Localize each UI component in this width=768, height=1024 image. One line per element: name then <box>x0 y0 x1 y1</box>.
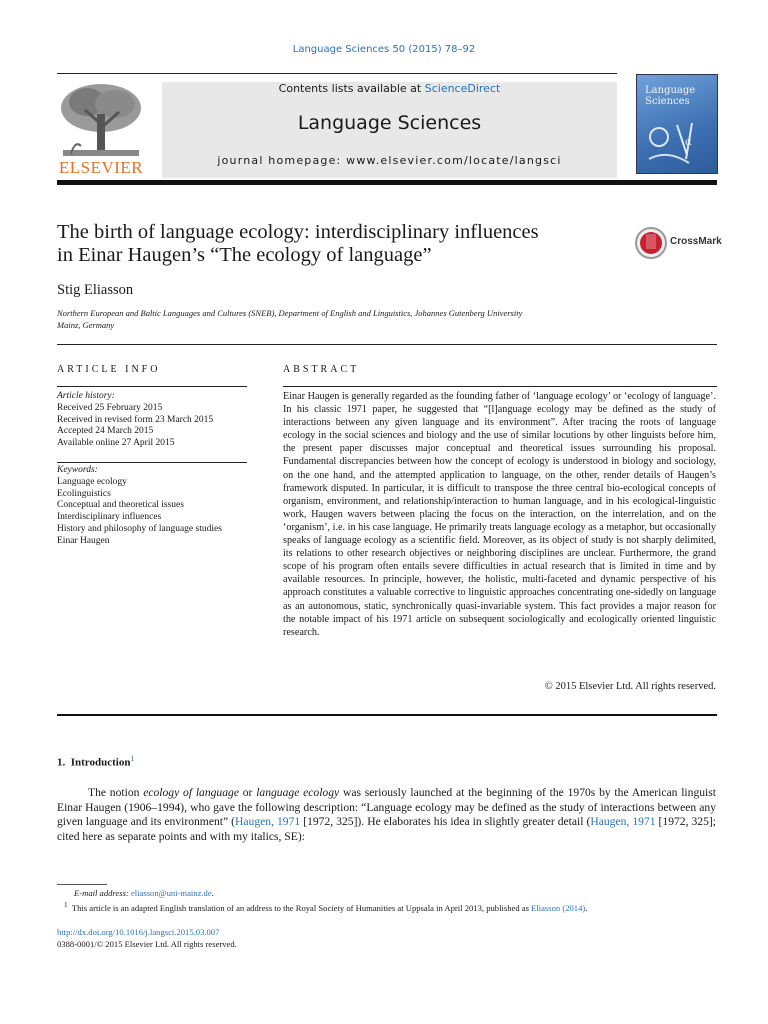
abstract-end-rule <box>57 714 717 716</box>
article-history <box>57 391 257 450</box>
title-line-1: The birth of language ecology: interdisciplinary influences <box>57 221 539 243</box>
author-affiliation <box>57 307 617 331</box>
email-link[interactable]: eliasson@uni-mainz.de <box>130 888 212 898</box>
section-number: 1. <box>57 756 66 769</box>
journal-reference[interactable]: Language Sciences 50 (2015) 78–92 <box>292 44 476 55</box>
contents-availability <box>162 82 617 95</box>
svg-text:α: α <box>685 137 692 148</box>
issn-copyright: 0388-0001/© 2015 Elsevier Ltd. All rights reserved. <box>57 939 237 949</box>
journal-homepage[interactable]: journal homepage: www.elsevier.com/locate/langsci <box>217 154 562 167</box>
article-info-rule <box>57 386 247 387</box>
keyword-item: Interdisciplinary influences <box>57 512 162 523</box>
footnote-email <box>74 888 214 898</box>
keyword-item: Conceptual and theoretical issues <box>57 500 184 511</box>
citation-link[interactable]: Eliasson (2014) <box>531 902 586 913</box>
keywords-list <box>57 465 267 548</box>
article-info-heading: ARTICLE INFO <box>57 364 161 375</box>
footnote-mark: 1 <box>64 901 68 909</box>
elsevier-wordmark: ELSEVIER <box>58 158 144 177</box>
elsevier-logo <box>57 80 145 176</box>
header-rule-bottom <box>57 180 717 185</box>
history-online: Available online 27 April 2015 <box>57 438 175 449</box>
section-heading-introduction <box>57 754 134 769</box>
emphasis-term: language ecology <box>256 786 340 799</box>
emphasis-term: ecology of language <box>143 786 239 799</box>
text-run: . <box>585 902 588 913</box>
doi-link[interactable]: http://dx.doi.org/10.1016/j.langsci.2015.03.007 <box>57 927 220 937</box>
footnote-text: This article is an adapted English translation of an address to the Royal Society of Humanities at Uppsala in April 2013, published as <box>71 902 532 913</box>
affiliation-line-1: Northern European and Baltic Languages and Cultures (SNEB), Department of English and Linguistics, Johannes Gutenberg University <box>57 308 523 318</box>
history-accepted: Accepted 24 March 2015 <box>57 426 154 437</box>
text-run: The notion <box>88 786 144 799</box>
cover-art-icon <box>637 115 717 173</box>
footnote-1 <box>64 901 724 913</box>
keywords-rule <box>57 462 247 463</box>
sciencedirect-link[interactable]: ScienceDirect <box>424 82 501 95</box>
keyword-item: Einar Haugen <box>57 535 110 546</box>
journal-name: Language Sciences <box>297 112 482 134</box>
keyword-item: Ecolinguistics <box>57 488 111 499</box>
intro-paragraph <box>57 786 716 844</box>
crossmark-badge[interactable] <box>634 226 724 260</box>
title-line-2: in Einar Haugen’s “The ecology of language” <box>57 244 432 266</box>
citation-link[interactable]: Haugen, 1971 <box>590 815 656 829</box>
contents-prefix: Contents lists available at <box>278 82 425 95</box>
history-received: Received 25 February 2015 <box>57 402 163 413</box>
footnote-rule <box>57 884 107 885</box>
journal-cover-thumbnail[interactable] <box>636 74 718 174</box>
history-revised: Received in revised form 23 March 2015 <box>57 414 214 425</box>
text-run: [1972, 325]). He elaborates his idea in slightly greater detail ( <box>300 815 591 829</box>
section-rule <box>57 344 717 345</box>
affiliation-line-2: Mainz, Germany <box>57 320 115 330</box>
keywords-label: Keywords: <box>57 465 98 475</box>
abstract-text: Einar Haugen is generally regarded as the founding father of ‘language ecology’ or ‘ecology of language’. In his classic 1971 paper, he suggested that “[l]anguage ecology may be defined as the study of interactions between any given language and its environment”. After tracing the roots of language ecology in the social sciences and biology and the use of similar locutions by other linguists before him, the present paper discusses major conceptual and theoretical issues surrounding his proposal. Fundamental discrepancies between how the concept of ecology is understood in biology and sociology, on the one hand, and the attempted application to language, on the other, render details of Haugen’s framework disputed. In particular, it is difficult to transpose the three central bio-ecological concepts of organism, environment, and relationship/interaction to human language, and in his ecological-linguistic work, Haugen wavers between placing the focus on the interaction, on the interrelation, and on the ‘organism’, i.e. in his case language. He primarily treats language ecology as a metaphor, but occasionally speaks of language ecology as a scientific field. Moreover, as its object of study is not sharply delimited, its relations to other research objectives or neighboring disciplines are unclear. Furthermore, the grand scope of his program often entails severe difficulties in actual research that is limited in time and by available resources. In principle, however, the holistic, multi-faceted and dynamic perspective of his approach constitutes a valuable corrective to linguistic approaches concentrating one-sidedly on language as an autonomous, static, synchronically quasi-invariable system. This fact provides a major reason for the notable impact of his 1971 article on subsequent sociologically and ecologically oriented linguistic research. <box>283 391 716 638</box>
header-rule-top <box>57 73 617 74</box>
footnote-ref-1[interactable]: 1 <box>130 754 135 763</box>
crossmark-icon <box>634 226 668 260</box>
email-label: E-mail address: <box>74 888 131 898</box>
article-title <box>57 221 617 267</box>
abstract-rule <box>283 386 717 387</box>
journal-masthead <box>162 82 617 178</box>
abstract-heading: ABSTRACT <box>283 364 360 375</box>
section-title: Introduction <box>70 756 131 769</box>
author-name: Stig Eliasson <box>57 282 134 298</box>
crossmark-label: CrossMark <box>670 236 722 247</box>
text-run: . <box>211 888 214 898</box>
cover-title: Language Sciences <box>645 85 696 107</box>
citation-link[interactable]: Haugen, 1971 <box>235 815 301 829</box>
text-run: [1972, 325]; cited here as separate points and with my italics, SE): <box>57 815 716 843</box>
text-run: or <box>238 786 257 799</box>
keyword-item: History and philosophy of language studies <box>57 523 222 534</box>
abstract-copyright: © 2015 Elsevier Ltd. All rights reserved. <box>544 681 716 692</box>
text-run: was seriously launched at the beginning of the 1970s by the American linguist Einar Haugen (1906–1994), who gave the following description: “Language ecology may be defined as the study of interactions between any given language and its environment” ( <box>57 786 716 829</box>
history-label: Article history: <box>57 391 115 401</box>
keyword-item: Language ecology <box>57 476 127 487</box>
